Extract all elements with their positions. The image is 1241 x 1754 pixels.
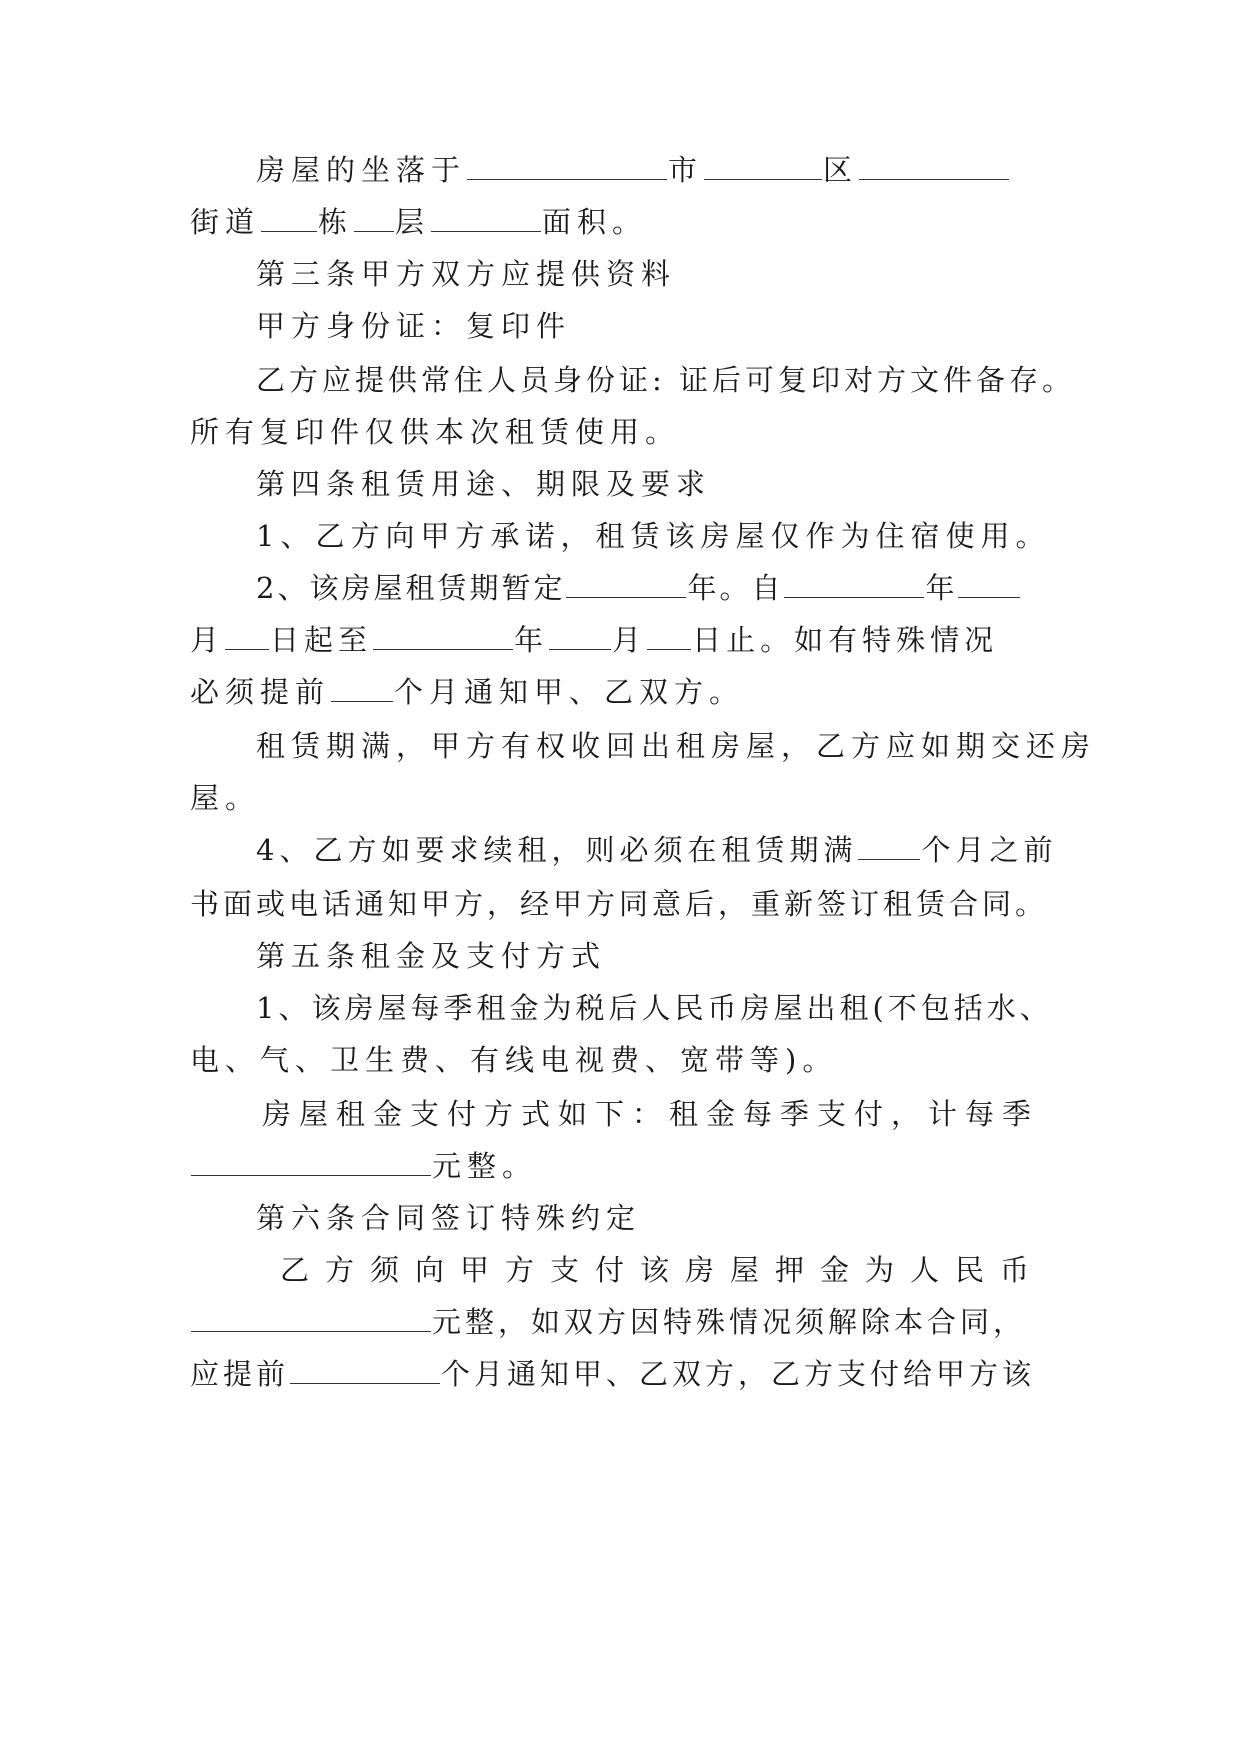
blank-deposit[interactable] xyxy=(191,1305,431,1332)
text-segment: 2、该房屋租赁期暂定 xyxy=(256,571,566,605)
text-segment: 月 xyxy=(190,623,225,657)
text-segment: 栋 xyxy=(318,205,354,239)
text-line: 房屋租金支付方式如下：租金每季支付，计每季 xyxy=(262,1097,1040,1131)
text-segment: 4、乙方如要求续租，则必须在租赁期满 xyxy=(256,833,858,867)
blank-end-day[interactable] xyxy=(647,623,691,650)
text-segment: 年。自 xyxy=(687,571,784,605)
text-segment: 月 xyxy=(612,623,647,657)
section-heading-5: 第五条租金及支付方式 xyxy=(256,939,607,973)
blank-start-month[interactable] xyxy=(958,571,1020,598)
text-segment: 日起至 xyxy=(270,623,373,657)
blank-building[interactable] xyxy=(261,205,317,232)
text-line-location xyxy=(256,150,1060,190)
text-line-quarterly-amount xyxy=(190,1146,1060,1186)
text-line: 所有复印件仅供本次租赁使用。 xyxy=(190,415,681,449)
text-line-renewal xyxy=(256,830,1060,870)
blank-years[interactable] xyxy=(566,571,686,598)
text-line-deposit xyxy=(190,1302,1060,1342)
text-line: 1、乙方向甲方承诺，租赁该房屋仅作为住宿使用。 xyxy=(256,519,1051,553)
text-line-term xyxy=(256,568,1060,608)
text-segment: 年 xyxy=(925,571,958,605)
blank-renewal-months[interactable] xyxy=(858,833,920,860)
text-line-dates xyxy=(190,620,1060,660)
text-segment: 日止。如有特殊情况 xyxy=(692,623,999,657)
blank-notice-months[interactable] xyxy=(331,675,393,702)
text-line: 甲方身份证：复印件 xyxy=(256,309,572,343)
blank-city[interactable] xyxy=(467,153,667,180)
text-segment: 房屋的坐落于 xyxy=(256,153,467,187)
blank-floor[interactable] xyxy=(354,205,394,232)
text-segment: 个月通知甲、乙双方，乙方支付给甲方该 xyxy=(441,1357,1036,1391)
blank-start-year[interactable] xyxy=(784,571,924,598)
text-segment: 个月之前 xyxy=(921,833,1058,867)
text-line: 租赁期满，甲方有权收回出租房屋，乙方应如期交还房 xyxy=(256,729,1097,763)
text-segment: 市 xyxy=(668,153,704,187)
section-heading-6: 第六条合同签订特殊约定 xyxy=(256,1201,642,1235)
blank-street[interactable] xyxy=(859,153,1009,180)
text-segment: 面积。 xyxy=(542,205,648,239)
text-segment: 元整，如双方因特殊情况须解除本合同， xyxy=(432,1305,1027,1339)
blank-area[interactable] xyxy=(431,205,541,232)
text-line: 1、该房屋每季租金为税后人民币房屋出租(不包括水、 xyxy=(256,991,1053,1025)
text-segment: 区 xyxy=(823,153,859,187)
text-line: 屋。 xyxy=(190,781,261,815)
blank-termination-months[interactable] xyxy=(290,1357,440,1384)
text-line-termination xyxy=(190,1354,1060,1394)
text-line: 书面或电话通知甲方，经甲方同意后，重新签订租赁合同。 xyxy=(190,887,1049,921)
text-segment: 层 xyxy=(395,205,431,239)
blank-district[interactable] xyxy=(704,153,822,180)
blank-start-day[interactable] xyxy=(225,623,269,650)
text-segment: 必须提前 xyxy=(190,675,331,709)
section-heading-3: 第三条甲方双方应提供资料 xyxy=(256,257,677,291)
text-segment: 年 xyxy=(514,623,549,657)
section-heading-4: 第四条租赁用途、期限及要求 xyxy=(256,467,712,501)
text-line: 电、气、卫生费、有线电视费、宽带等)。 xyxy=(190,1043,838,1077)
text-line-notice xyxy=(190,672,1060,712)
text-line-address xyxy=(190,202,1060,242)
text-segment: 个月通知甲、乙双方。 xyxy=(394,675,745,709)
blank-end-month[interactable] xyxy=(549,623,611,650)
blank-quarterly-rent[interactable] xyxy=(191,1149,431,1176)
text-segment: 街道 xyxy=(190,205,261,239)
text-segment: 应提前 xyxy=(190,1357,290,1391)
blank-end-year[interactable] xyxy=(373,623,513,650)
text-segment: 元整。 xyxy=(432,1149,538,1183)
text-line: 乙方应提供常住人员身份证: 证后可复印对方文件备存。 xyxy=(256,363,1075,397)
text-line: 乙方须向甲方支付该房屋押金为人民币 xyxy=(280,1253,1046,1287)
